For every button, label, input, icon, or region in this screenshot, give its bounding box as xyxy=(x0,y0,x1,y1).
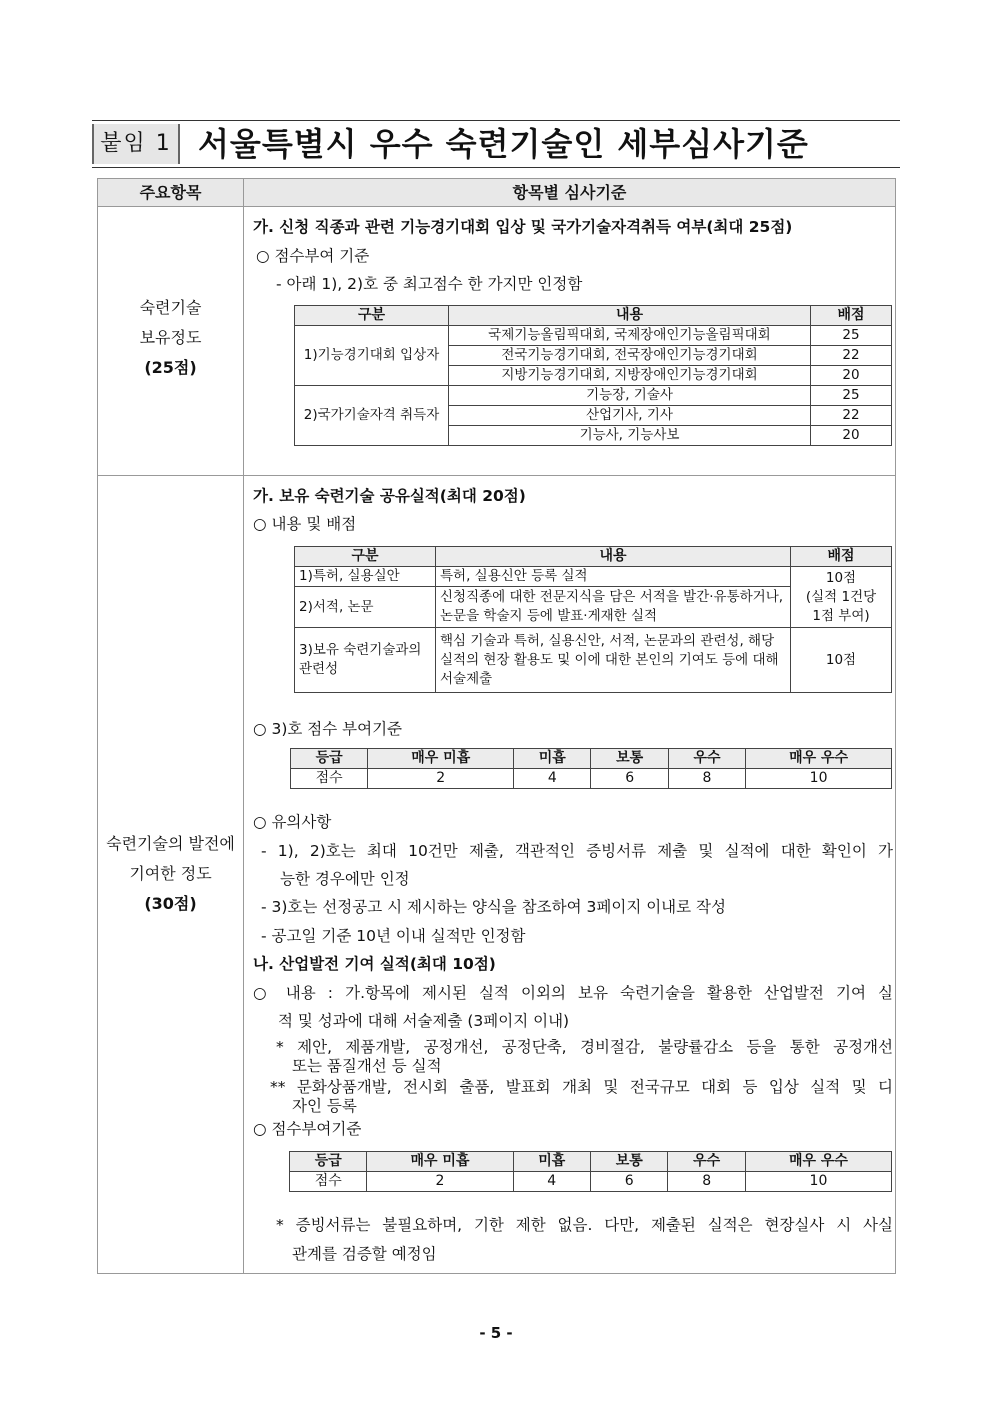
table-cell: 4 xyxy=(514,769,591,789)
table-row xyxy=(295,326,892,346)
table-header-cell: 매우 미흡 xyxy=(368,749,514,769)
table-header-cell: 매우 미흡 xyxy=(367,1152,513,1172)
table-cell: 10점 xyxy=(791,628,892,693)
table-row xyxy=(295,628,892,693)
table-cell: 22 xyxy=(811,346,892,366)
score-text: 1점 부여) xyxy=(812,607,870,624)
grade-table-a xyxy=(290,748,892,789)
table-row xyxy=(290,1152,892,1172)
score-text: 10점 xyxy=(825,569,857,586)
section-divider xyxy=(98,475,895,476)
footnote-line: * 제안, 제품개발, 공정개선, 공정단축, 경비절감, 불량률감소 등을 통한 공정개선 xyxy=(276,1038,893,1056)
table-cell: 지방기능경기대회, 지방장애인기능경기대회 xyxy=(449,366,811,386)
table-cell: 2)서적, 논문 xyxy=(295,587,436,628)
table-cell: 4 xyxy=(513,1172,590,1192)
sharing-records-table xyxy=(294,546,892,693)
sec2-heading-b: 나. 산업발전 기여 실적(최대 10점) xyxy=(253,955,496,973)
table-cell: 22 xyxy=(811,406,892,426)
group-label: 2)국가기술자격 취득자 xyxy=(295,386,449,446)
table-header-cell: 내용 xyxy=(449,306,811,326)
competition-license-table xyxy=(294,305,892,446)
table-cell: 국제기능올림픽대회, 국제장애인기능올림픽대회 xyxy=(449,326,811,346)
table-cell: 3)보유 숙련기술과의 관련성 xyxy=(295,628,436,693)
grade-table-b xyxy=(289,1151,892,1192)
table-cell: 20 xyxy=(811,366,892,386)
table-cell: 산업기사, 기사 xyxy=(449,406,811,426)
table-cell: 25 xyxy=(811,326,892,346)
table-cell: 점수 xyxy=(291,769,368,789)
table-header-cell: 보통 xyxy=(590,1152,667,1172)
category-skill-possession xyxy=(98,293,243,383)
column-divider xyxy=(243,179,244,1273)
group-label: 1)기능경기대회 입상자 xyxy=(295,326,449,386)
footnote-line: 또는 품질개선 등 실적 xyxy=(292,1057,442,1075)
table-row xyxy=(295,567,892,587)
footnote-line: ** 문화상품개발, 전시회 출품, 발표회 개최 및 전국규모 대회 등 입상 실적 및 디 xyxy=(270,1078,893,1096)
table-header-cell: 매우 우수 xyxy=(746,749,892,769)
table-cell: 기능사, 기능사보 xyxy=(449,426,811,446)
table-cell: 핵심 기술과 특허, 실용신안, 서적, 논문과의 관련성, 해당 실적의 현장 활용도 및 이에 대한 본인의 기여도 등에 대해 서술제출 xyxy=(436,628,791,693)
table-row xyxy=(291,749,892,769)
table-header-cell: 배점 xyxy=(811,306,892,326)
sec1-bullet: ○ 점수부여 기준 xyxy=(256,247,370,265)
table-cell: 6 xyxy=(590,1172,667,1192)
table-cell: 8 xyxy=(668,1172,745,1192)
sec1-heading: 가. 신청 직종과 관련 기능경기대회 입상 및 국가기술자격취득 여부(최대 25점) xyxy=(253,218,793,236)
table-cell: 25 xyxy=(811,386,892,406)
table-row xyxy=(295,306,892,326)
notice-line: 능한 경우에만 인정 xyxy=(280,870,410,888)
attachment-badge: 붙임 1 xyxy=(92,124,180,164)
notice-line: - 1), 2)호는 최대 10건만 제출, 객관적인 증빙서류 제출 및 실적에 대한 확인이 가 xyxy=(261,842,893,860)
table-header-cell: 우수 xyxy=(668,1152,745,1172)
category-label: 숙련기술 xyxy=(139,298,202,317)
sec1-note: - 아래 1), 2)호 중 최고점수 한 가지만 인정함 xyxy=(276,275,583,293)
table-cell: 10 xyxy=(745,1172,891,1192)
sec2-bullet-notice: ○ 유의사항 xyxy=(253,813,332,831)
table-header-cell: 등급 xyxy=(290,1152,367,1172)
table-row xyxy=(295,547,892,567)
table-header-cell: 구분 xyxy=(295,547,436,567)
table-cell: 전국기능경기대회, 전국장애인기능경기대회 xyxy=(449,346,811,366)
notice-line: - 공고일 기준 10년 이내 실적만 인정함 xyxy=(261,927,526,945)
table-cell: 2 xyxy=(367,1172,513,1192)
score-text: (실적 1건당 xyxy=(805,588,877,605)
table-cell: 6 xyxy=(591,769,668,789)
table-cell: 신청직종에 대한 전문지식을 담은 서적을 발간·유통하거나, 논문을 학술지 등에 발표·게재한 실적 xyxy=(436,587,791,628)
notice-line: - 3)호는 선정공고 시 제시하는 양식을 참조하여 3페이지 이내로 작성 xyxy=(261,898,727,916)
table-row xyxy=(295,386,892,406)
header-top-rule xyxy=(92,120,900,121)
table-header-cell: 미흡 xyxy=(514,749,591,769)
table-row xyxy=(291,769,892,789)
col-header-criteria: 항목별 심사기준 xyxy=(512,183,627,202)
category-label: 숙련기술의 발전에 xyxy=(106,834,235,853)
table-header-cell: 구분 xyxy=(295,306,449,326)
b-content-line: 적 및 성과에 대해 서술제출 (3페이지 이내) xyxy=(278,1012,570,1030)
final-note-line: * 증빙서류는 불필요하며, 기한 제한 없음. 다만, 제출된 실적은 현장실사 시 사실 xyxy=(276,1216,893,1234)
table-header-cell: 미흡 xyxy=(513,1152,590,1172)
header-bottom-rule xyxy=(92,167,900,168)
sec2-bullet-score: ○ 점수부여기준 xyxy=(253,1120,362,1138)
table-cell: 2 xyxy=(368,769,514,789)
table-cell: 20 xyxy=(811,426,892,446)
table-cell: 특허, 실용신안 등록 실적 xyxy=(436,567,791,587)
table-header-cell: 배점 xyxy=(791,547,892,567)
table-header-cell: 등급 xyxy=(291,749,368,769)
b-content-line: ○ 내용 : 가.항목에 제시된 실적 이외의 보유 숙련기술을 활용한 산업발전 기여 실 xyxy=(253,984,893,1002)
table-cell: 1)특허, 실용실안 xyxy=(295,567,436,587)
table-row xyxy=(290,1172,892,1192)
table-header-cell: 내용 xyxy=(436,547,791,567)
table-header-cell: 보통 xyxy=(591,749,668,769)
table-cell: 기능장, 기술사 xyxy=(449,386,811,406)
document-title: 서울특별시 우수 숙련기술인 세부심사기준 xyxy=(198,125,809,163)
document-header xyxy=(92,120,900,168)
category-skill-contribution xyxy=(98,829,243,919)
table-cell xyxy=(791,567,892,628)
category-label: 보유정도 xyxy=(139,328,202,347)
category-points: (25점) xyxy=(144,358,197,377)
table-cell: 8 xyxy=(668,769,745,789)
final-note-line: 관계를 검증할 예정임 xyxy=(292,1245,437,1263)
table-header-cell: 매우 우수 xyxy=(745,1152,891,1172)
category-points: (30점) xyxy=(144,894,197,913)
sec2-heading-a: 가. 보유 숙련기술 공유실적(최대 20점) xyxy=(253,487,526,505)
category-label: 기여한 정도 xyxy=(129,864,212,883)
table-cell: 점수 xyxy=(290,1172,367,1192)
table-cell: 10 xyxy=(746,769,892,789)
page-number: - 5 - xyxy=(479,1324,513,1342)
col-header-category: 주요항목 xyxy=(139,183,202,202)
sec2-bullet-a: ○ 내용 및 배점 xyxy=(253,515,357,533)
footnote-line: 자인 등록 xyxy=(292,1097,357,1115)
sec2-bullet-grade3: ○ 3)호 점수 부여기준 xyxy=(253,720,403,738)
table-header-row xyxy=(98,179,895,207)
table-header-cell: 우수 xyxy=(668,749,745,769)
